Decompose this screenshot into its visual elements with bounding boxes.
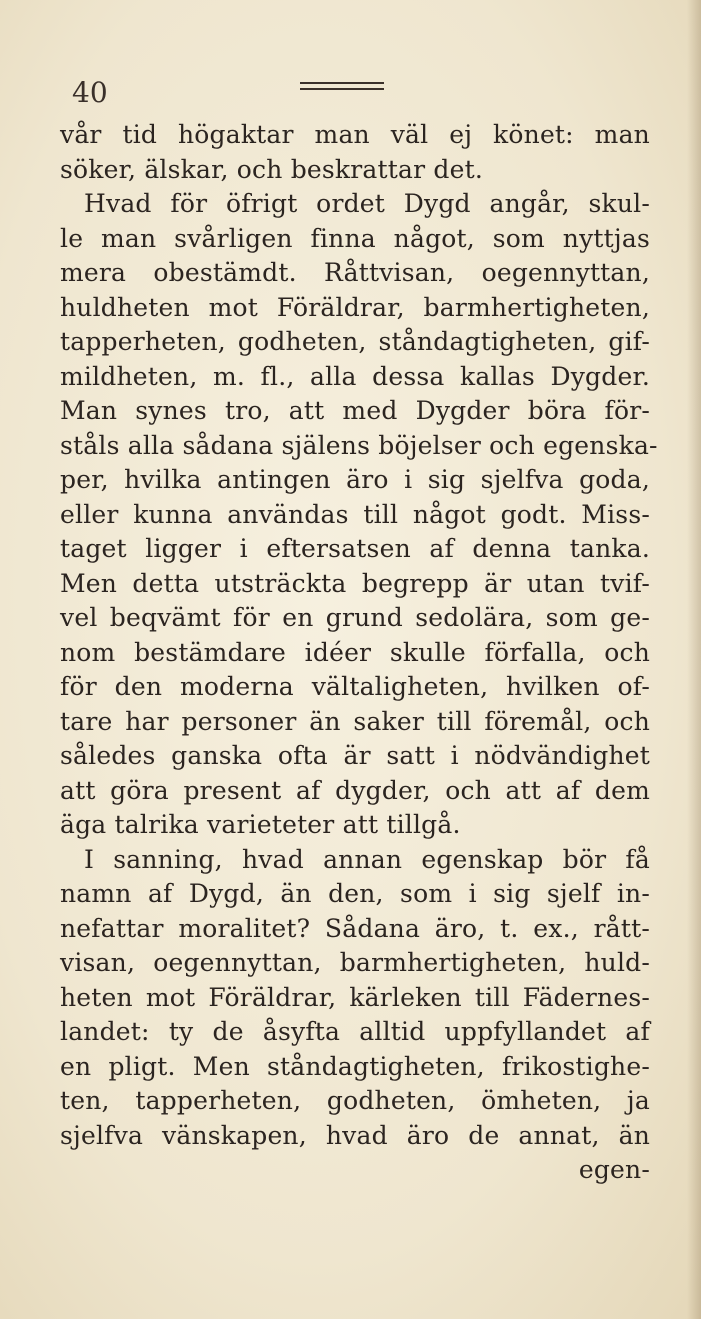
text-line: Hvad för öfrigt ordet Dygd angår, skul-	[84, 189, 650, 218]
text-line: namn af Dygd, än den, som i sig sjelf in-	[60, 879, 650, 908]
text-line: vår tid högaktar man väl ej könet: man	[60, 120, 650, 149]
text-line: mildheten, m. fl., alla dessa kallas Dygder.	[60, 361, 650, 391]
body-text	[60, 118, 658, 1188]
text-line: ten, tapperheten, godheten, ömheten, ja	[60, 1086, 650, 1115]
text-line: tapperheten, godheten, ståndagtigheten, gif-	[60, 327, 650, 356]
text-line: således ganska ofta är satt i nödvändighet	[60, 741, 650, 770]
page-number: 40	[72, 76, 108, 109]
header-rule	[300, 82, 384, 90]
text-line: landet: ty de åsyfta alltid uppfyllandet af	[60, 1017, 650, 1046]
text-line: ståls alla sådana själens böjelser och egenska-	[60, 430, 658, 460]
text-line: nefattar moralitet? Sådana äro, t. ex., rått-	[60, 913, 650, 943]
text-line: taget ligger i eftersatsen af denna tanka.	[60, 534, 650, 563]
page-edge-shadow	[687, 0, 701, 1319]
text-line: visan, oegennyttan, barmhertigheten, huld-	[60, 948, 650, 977]
text-line: vel beqvämt för en grund sedolära, som ge-	[60, 603, 650, 632]
text-line: sjelfva vänskapen, hvad äro de annat, än	[60, 1120, 650, 1150]
text-line: huldheten mot Föräldrar, barmhertigheten,	[60, 292, 650, 322]
text-line: söker, älskar, och beskrattar det.	[60, 154, 484, 184]
text-line: tare har personer än saker till föremål, och	[60, 706, 650, 736]
text-line: Man synes tro, att med Dygder böra för-	[60, 396, 650, 425]
text-line: Men detta utsträckta begrepp är utan tvif-	[60, 568, 650, 598]
text-line: heten mot Föräldrar, kärleken till Fädernes-	[60, 982, 650, 1012]
text-line: le man svårligen finna något, som nyttjas	[60, 223, 650, 253]
catchword: egen-	[578, 1155, 650, 1184]
text-line: I sanning, hvad annan egenskap bör få	[84, 844, 650, 874]
text-line: äga talrika varieteter att tillgå.	[60, 810, 461, 839]
text-line: nom bestämdare idéer skulle förfalla, och	[60, 637, 650, 667]
text-line: en pligt. Men ståndagtigheten, frikostighe-	[60, 1051, 650, 1081]
text-line: för den moderna vältaligheten, hvilken of-	[60, 672, 650, 701]
text-line: att göra present af dygder, och att af dem	[60, 775, 650, 805]
text-line: mera obestämdt. Råttvisan, oegennyttan,	[60, 258, 650, 287]
text-line: eller kunna användas till något godt. Miss-	[60, 499, 650, 529]
text-line: per, hvilka antingen äro i sig sjelfva goda,	[60, 465, 650, 494]
